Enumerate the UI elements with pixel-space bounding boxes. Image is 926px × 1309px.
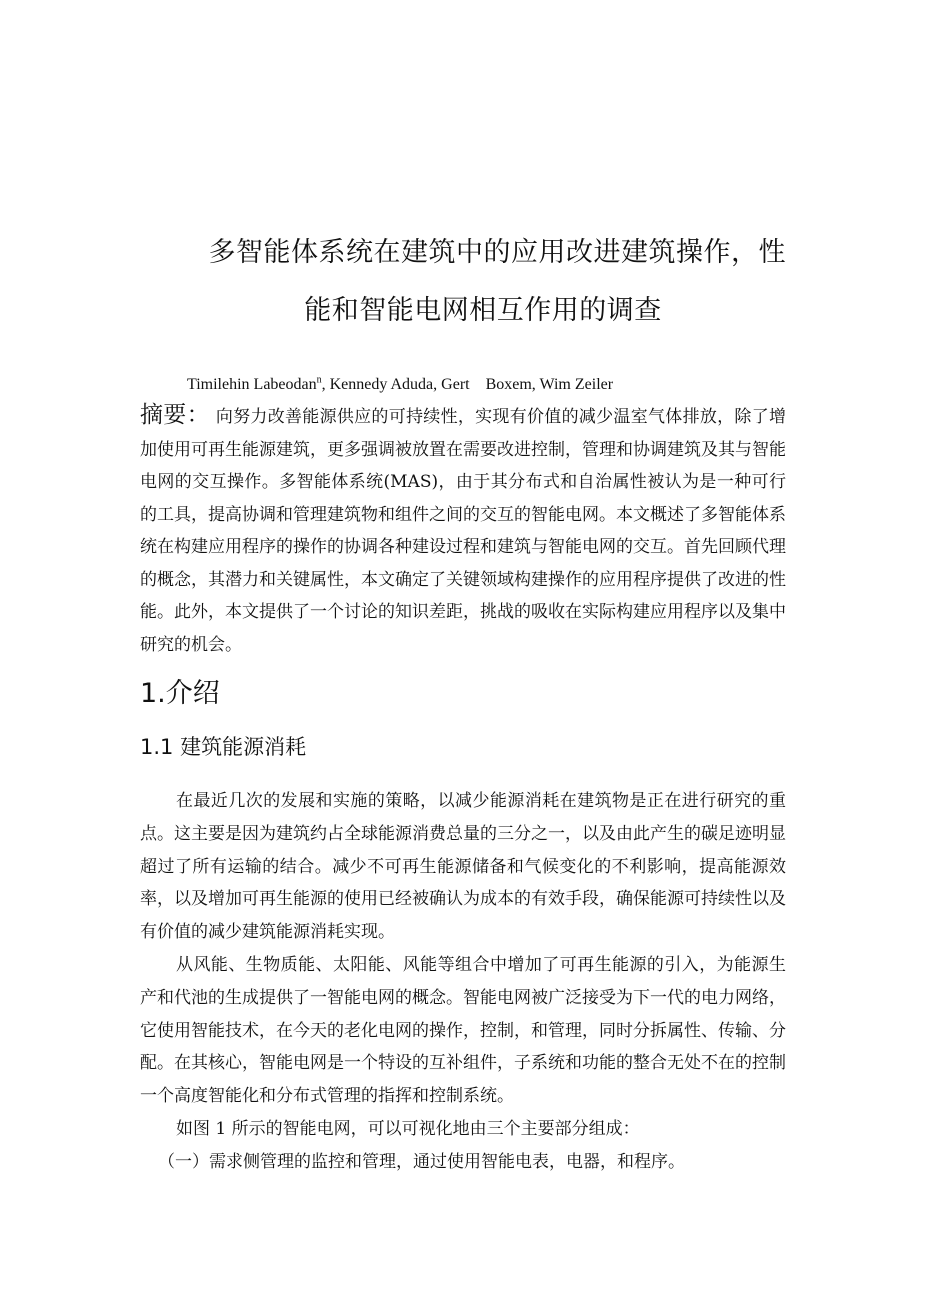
paper-title-line-1: 多智能体系统在建筑中的应用改进建筑操作，性 (208, 237, 786, 268)
paper-title-line-2: 能和智能电网相互作用的调查 (304, 295, 662, 326)
body-text (140, 785, 786, 1179)
author-primary: Timilehin Labeodan (187, 376, 317, 393)
body-paragraph-3: 如图 1 所示的智能电网，可以可视化地由三个主要部分组成： (176, 1118, 640, 1139)
body-paragraph-2: 从风能、生物质能、太阳能、风能等组合中增加了可再生能源的引入，为能源生产和代池的生成提供了一智能电网的概念。智能电网被广泛接受为下一代的电力网络，它使用智能技术，在今天的老化电网的操作，控制，和管理，同时分拆属性、传输、分配。在其核心，智能电网是一个特设的互补组件，子系统和功能的整合无处不在的控制一个高度智能化和分布式管理的指挥和控制系统。 (140, 954, 786, 1107)
body-paragraph-1: 在最近几次的发展和实施的策略，以减少能源消耗在建筑物是正在进行研究的重点。这主要是因为建筑约占全球能源消费总量的三分之一，以及由此产生的碳足迹明显超过了所有运输的结合。减少不可再生能源储备和气候变化的不利影响，提高能源效率，以及增加可再生能源的使用已经被确认为成本的有效手段，确保能源可持续性以及有价值的减少建筑能源消耗实现。 (140, 791, 786, 943)
author-list (187, 376, 613, 394)
list-item-1: （一）需求侧管理的监控和管理，通过使用智能电表，电器，和程序。 (158, 1151, 685, 1172)
subsection-heading-energy-consumption: 1.1 建筑能源消耗 (140, 735, 307, 759)
abstract-text: 向努力改善能源供应的可持续性，实现有价值的减少温室气体排放，除了增加使用可再生能源建筑，更多强调被放置在需要改进控制，管理和协调建筑及其与智能电网的交互操作。多智能体系统(MAS)，由于其分布式和自治属性被认为是一种可行的工具，提高协调和管理建筑物和组件之间的交互的智能电网。本文概述了多智能体系统在构建应用程序的操作的协调各种建设过程和建筑与智能电网的交互。首先回顾代理的概念，其潜力和关键属性，本文确定了关键领域构建操作的应用程序提供了改进的性能。此外，本文提供了一个讨论的知识差距，挑战的吸收在实际构建应用程序以及集中研究的机会。 (140, 407, 787, 655)
abstract (140, 399, 786, 661)
section-heading-introduction: 1.介绍 (140, 678, 220, 709)
author-footnote-mark: n (316, 374, 322, 386)
author-others: , Kennedy Aduda, Gert Boxem, Wim Zeiler (321, 376, 614, 393)
abstract-label: 摘要： (140, 402, 210, 428)
